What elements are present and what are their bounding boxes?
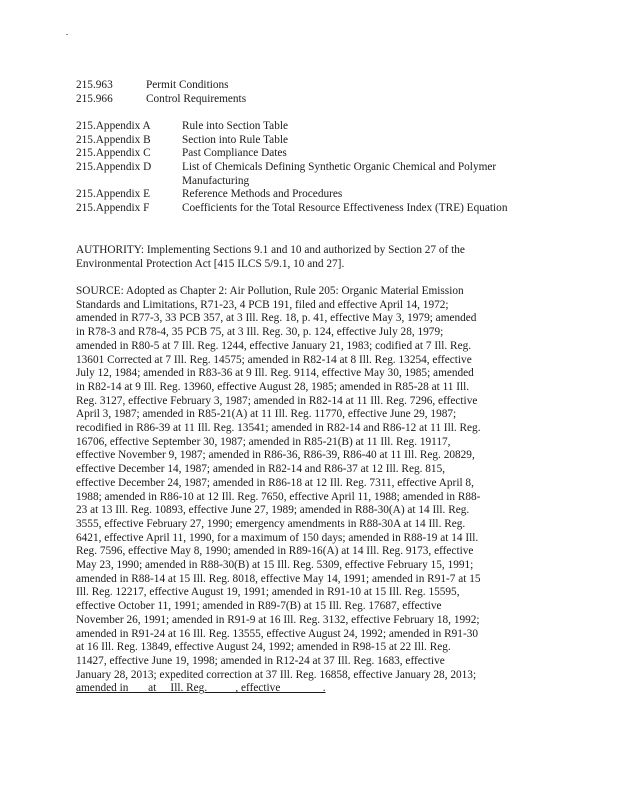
section-entry (76, 93, 556, 107)
source-line: SOURCE: Adopted as Chapter 2: Air Pollution, Rule 205: Organic Material Emission (76, 285, 464, 297)
source-line: recodified in R86-39 at 11 Ill. Reg. 13541; amended in R82-14 and R86-12 at 11 Ill. Reg. (76, 422, 481, 435)
section-number: 215.Appendix F (76, 201, 150, 214)
section-title: Past Compliance Dates (182, 147, 287, 160)
section-number: 215.963 (76, 79, 113, 91)
source-line: effective December 24, 1987; amended in R86-18 at 12 Ill. Reg. 7311, effective April 8, (76, 476, 474, 489)
source-line: effective November 9, 1987; amended in R86-36, R86-39, R86-40 at 11 Ill. Reg. 20829, (76, 449, 475, 462)
source-line: amended in R77-3, 33 PCB 357, at 3 Ill. Reg. 18, p. 41, effective May 3, 1979; amended (76, 312, 477, 325)
source-line: April 3, 1987; amended in R85-21(A) at 11 Ill. Reg. 11770, effective June 29, 1987; (76, 408, 457, 421)
source-line: in R82-14 at 9 Ill. Reg. 13960, effective August 28, 1985; amended in R85-28 at 11 Ill. (76, 380, 470, 393)
section-title: Reference Methods and Procedures (182, 188, 343, 201)
section-title: Rule into Section Table (182, 120, 288, 133)
section-list-main (76, 79, 556, 106)
source-line: 1988; amended in R86-10 at 12 Ill. Reg. 7650, effective April 11, 1988; amended in R88- (76, 490, 481, 503)
authority-line: AUTHORITY: Implementing Sections 9.1 and 10 and authorized by Section 27 of the (76, 244, 465, 256)
authority-line: Environmental Protection Act [415 ILCS 5/9.1, 10 and 27]. (76, 257, 345, 270)
section-entry (76, 120, 556, 134)
section-title: Coefficients for the Total Resource Effectiveness Index (TRE) Equation (182, 201, 508, 214)
source-line: Ill. Reg. 12217, effective August 19, 1991; amended in R91-10 at 15 Ill. Reg. 15595, (76, 586, 460, 599)
list-spacer (76, 106, 556, 120)
source-line: 13601 Corrected at 7 Ill. Reg. 14575; amended in R82-14 at 8 Ill. Reg. 13254, effective (76, 353, 472, 366)
source-line: 11427, effective June 19, 1998; amended in R12-24 at 37 Ill. Reg. 1683, effective (76, 654, 445, 667)
source-line: 6421, effective April 11, 1990, for a maximum of 150 days; amended in R88-19 at 14 Ill. (76, 531, 479, 544)
source-line: July 12, 1984; amended in R83-36 at 9 Ill. Reg. 9114, effective May 30, 1985; amended (76, 367, 474, 380)
source-line: 23 at 13 Ill. Reg. 10893, effective June 27, 1989; amended in R88-30(A) at 14 Ill. Reg. (76, 504, 470, 517)
source-line: effective October 11, 1991; amended in R89-7(B) at 15 Ill. Reg. 17687, effective (76, 600, 442, 613)
source-line: 16706, effective September 30, 1987; amended in R85-21(B) at 11 Ill. Reg. 19117, (76, 435, 451, 448)
section-number: 215.966 (76, 92, 113, 105)
source-line: amended in R88-14 at 15 Ill. Reg. 8018, effective May 14, 1991; amended in R91-7 at 15 (76, 572, 481, 585)
section-entry (76, 134, 556, 148)
source-line: amended in R80-5 at 7 Ill. Reg. 1244, effective January 21, 1983; codified at 7 Ill. Reg. (76, 339, 472, 352)
source-line: Standards and Limitations, R71-23, 4 PCB 191, filed and effective April 14, 1972; (76, 298, 449, 311)
section-title: List of Chemicals Defining Synthetic Organic Chemical and Polymer Manufacturing (182, 160, 497, 187)
authority-paragraph (76, 244, 536, 271)
section-entry (76, 161, 556, 188)
source-line: effective December 14, 1987; amended in R82-14 and R86-37 at 12 Ill. Reg. 815, (76, 463, 446, 476)
section-number: 215.Appendix A (76, 120, 151, 133)
section-entry (76, 147, 556, 161)
amendment-placeholder-line: amended in at Ill. Reg. , effective . (76, 682, 326, 695)
section-number: 215.Appendix C (76, 147, 151, 160)
scan-artifact (66, 34, 68, 35)
source-line: amended in R91-24 at 16 Ill. Reg. 13555, effective August 24, 1992; amended in R91-30 (76, 627, 479, 640)
section-listing (76, 79, 556, 215)
section-number: 215.Appendix D (76, 160, 152, 173)
section-title: Section into Rule Table (182, 133, 288, 146)
section-entry (76, 188, 556, 202)
section-number: 215.Appendix B (76, 133, 151, 146)
source-line: January 28, 2013; expedited correction at 37 Ill. Reg. 16858, effective January 28, 2013; (76, 668, 477, 681)
source-line: 3555, effective February 27, 1990; emergency amendments in R88-30A at 14 Ill. Reg. (76, 517, 466, 530)
section-number: 215.Appendix E (76, 188, 151, 201)
section-list-appendices (76, 120, 556, 215)
section-entry (76, 202, 556, 216)
source-paragraph (76, 285, 536, 696)
source-line: Reg. 3127, effective February 3, 1987; amended in R82-14 at 11 Ill. Reg. 7296, effective (76, 394, 478, 407)
section-title: Permit Conditions (146, 79, 229, 91)
source-line: May 23, 1990; amended in R88-30(B) at 15 Ill. Reg. 5309, effective February 15, 1991; (76, 559, 474, 572)
source-line: at 16 Ill. Reg. 13849, effective August 24, 1992; amended in R98-15 at 22 Ill. Reg. (76, 641, 451, 654)
section-entry (76, 79, 556, 93)
source-line: in R78-3 and R78-4, 35 PCB 75, at 3 Ill. Reg. 30, p. 124, effective July 28, 1979; (76, 326, 444, 339)
section-title: Control Requirements (146, 92, 247, 105)
source-line: Reg. 7596, effective May 8, 1990; amended in R89-16(A) at 14 Ill. Reg. 9173, effective (76, 545, 474, 558)
source-line: November 26, 1991; amended in R91-9 at 16 Ill. Reg. 3132, effective February 18, 1992; (76, 613, 480, 626)
